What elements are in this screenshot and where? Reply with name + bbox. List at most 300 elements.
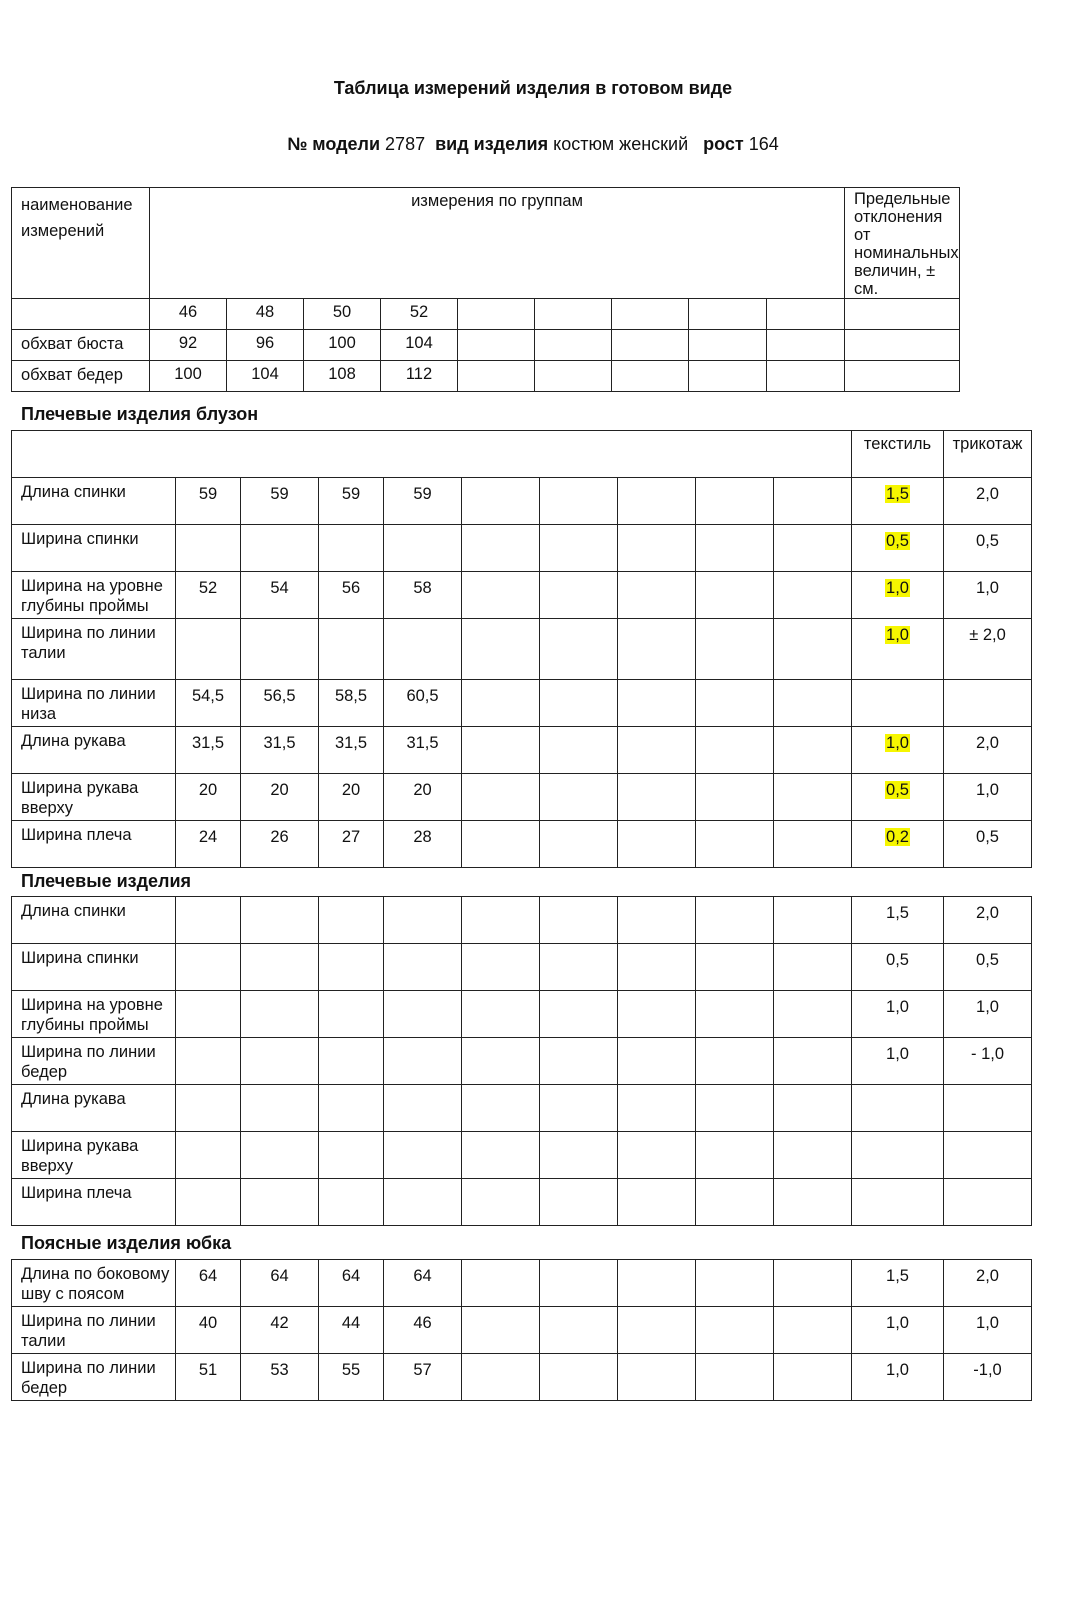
knit-tolerance-cell: 2,0 xyxy=(944,1260,1032,1307)
row-label xyxy=(12,897,176,944)
empty-cell xyxy=(540,774,618,821)
empty-cell xyxy=(774,897,852,944)
empty-cell xyxy=(696,944,774,991)
row-label-line: Ширина по линии xyxy=(21,1043,156,1061)
textile-tolerance-value: 1,0 xyxy=(886,1045,909,1063)
table-row xyxy=(12,727,1032,774)
empty-cell xyxy=(618,1260,696,1307)
height-value: 164 xyxy=(748,134,779,154)
knit-tolerance-cell: 0,5 xyxy=(944,525,1032,572)
textile-tolerance-cell xyxy=(852,991,944,1038)
empty-cell xyxy=(618,991,696,1038)
value-cell: 64 xyxy=(241,1260,319,1307)
row-label-line: Ширина на уровне xyxy=(21,577,163,595)
table-row xyxy=(12,1354,1032,1401)
section-title-shoulder: Плечевые изделия xyxy=(21,871,192,891)
textile-tolerance-value: 1,0 xyxy=(886,1314,909,1332)
empty-cell xyxy=(540,525,618,572)
empty-cell xyxy=(462,478,540,525)
knit-tolerance-cell: 1,0 xyxy=(944,774,1032,821)
row-label-line: глубины проймы xyxy=(21,597,149,615)
value-cell xyxy=(176,1132,241,1179)
empty-cell xyxy=(618,1038,696,1085)
header-measure-name xyxy=(12,188,150,299)
empty-cell xyxy=(774,1260,852,1307)
header-deviation-line: Предельные xyxy=(854,190,951,208)
empty-cell xyxy=(774,572,852,619)
row-label xyxy=(12,680,176,727)
value-cell xyxy=(384,1132,462,1179)
empty-cell xyxy=(462,1132,540,1179)
table-row xyxy=(12,1307,1032,1354)
empty-cell xyxy=(462,821,540,868)
value-cell xyxy=(176,525,241,572)
table-row xyxy=(12,1085,1032,1132)
row-label xyxy=(12,525,176,572)
value-cell: 53 xyxy=(241,1354,319,1401)
value-cell: 58,5 xyxy=(319,680,384,727)
table-row xyxy=(12,619,1032,680)
value-cell: 108 xyxy=(304,361,381,392)
value-cell: 24 xyxy=(176,821,241,868)
value-cell xyxy=(319,897,384,944)
value-cell: 51 xyxy=(176,1354,241,1401)
table-header-row xyxy=(12,431,1032,478)
sizes-row xyxy=(12,299,960,330)
value-cell: 55 xyxy=(319,1354,384,1401)
empty-cell xyxy=(774,1354,852,1401)
empty-cell xyxy=(540,727,618,774)
value-cell xyxy=(241,1132,319,1179)
header-knitwear: трикотаж xyxy=(944,431,1032,478)
textile-tolerance-value: 1,5 xyxy=(886,904,909,922)
empty-cell xyxy=(618,897,696,944)
row-label-line: Длина рукава xyxy=(21,1090,126,1108)
row-label-line: шву с поясом xyxy=(21,1285,125,1303)
textile-tolerance-cell xyxy=(852,572,944,619)
empty-cell xyxy=(540,572,618,619)
value-cell: 52 xyxy=(176,572,241,619)
knit-tolerance-cell: - 1,0 xyxy=(944,1038,1032,1085)
row-label: обхват бедер xyxy=(12,361,150,392)
row-label-line: Ширина спинки xyxy=(21,530,139,548)
value-cell: 20 xyxy=(319,774,384,821)
empty-cell xyxy=(462,897,540,944)
value-cell: 64 xyxy=(319,1260,384,1307)
value-cell xyxy=(241,1085,319,1132)
header-deviation-line: величин, ± см. xyxy=(854,262,936,298)
value-cell: 59 xyxy=(319,478,384,525)
textile-tolerance-cell xyxy=(852,727,944,774)
page-title: Таблица измерений изделия в готовом виде xyxy=(333,78,733,98)
value-cell: 20 xyxy=(384,774,462,821)
header-textile: текстиль xyxy=(852,431,944,478)
empty-cell xyxy=(696,1038,774,1085)
empty-cell xyxy=(774,478,852,525)
empty-cell xyxy=(696,1307,774,1354)
value-cell xyxy=(319,1038,384,1085)
row-label-line: талии xyxy=(21,644,66,662)
empty-cell xyxy=(618,727,696,774)
value-cell: 112 xyxy=(381,361,458,392)
row-label-line: Длина спинки xyxy=(21,483,126,501)
value-cell: 56,5 xyxy=(241,680,319,727)
value-cell xyxy=(241,991,319,1038)
textile-tolerance-value: 0,5 xyxy=(886,951,909,969)
value-cell xyxy=(241,1179,319,1226)
table-row xyxy=(12,774,1032,821)
empty-cell xyxy=(540,680,618,727)
row-label: обхват бюста xyxy=(12,330,150,361)
empty-cell xyxy=(774,1085,852,1132)
value-cell: 92 xyxy=(150,330,227,361)
textile-tolerance-cell xyxy=(852,1260,944,1307)
header-size-groups: измерения по группам xyxy=(150,188,845,299)
empty-cell xyxy=(462,1307,540,1354)
empty-cell xyxy=(774,1307,852,1354)
textile-tolerance-cell xyxy=(852,1038,944,1085)
value-cell: 100 xyxy=(304,330,381,361)
row-label-line: бедер xyxy=(21,1063,68,1081)
row-label-line: Ширина по линии низа xyxy=(21,685,156,723)
empty-cell xyxy=(618,774,696,821)
table-row xyxy=(12,330,960,361)
value-cell: 104 xyxy=(381,330,458,361)
empty-header-cell xyxy=(12,431,852,478)
row-label-line: Ширина плеча xyxy=(21,1184,132,1202)
header-deviation xyxy=(845,188,960,299)
value-cell xyxy=(384,944,462,991)
knit-tolerance-cell: 0,5 xyxy=(944,944,1032,991)
value-cell xyxy=(384,991,462,1038)
size-cell: 46 xyxy=(150,299,227,330)
table-row xyxy=(12,897,1032,944)
value-cell: 96 xyxy=(227,330,304,361)
empty-cell xyxy=(774,821,852,868)
table-row xyxy=(12,821,1032,868)
knit-tolerance-cell: 1,0 xyxy=(944,572,1032,619)
value-cell: 46 xyxy=(384,1307,462,1354)
row-label xyxy=(12,1354,176,1401)
knit-tolerance-cell xyxy=(944,1085,1032,1132)
value-cell: 59 xyxy=(241,478,319,525)
value-cell: 31,5 xyxy=(384,727,462,774)
value-cell xyxy=(241,525,319,572)
row-label-line: Ширина рукава вверху xyxy=(21,1137,139,1175)
empty-cell xyxy=(696,1354,774,1401)
value-cell xyxy=(319,525,384,572)
empty-cell xyxy=(618,1085,696,1132)
knit-tolerance-cell: 2,0 xyxy=(944,478,1032,525)
value-cell: 31,5 xyxy=(241,727,319,774)
empty-cell xyxy=(540,478,618,525)
value-cell xyxy=(384,897,462,944)
row-label xyxy=(12,991,176,1038)
empty-cell xyxy=(462,944,540,991)
value-cell xyxy=(176,1085,241,1132)
value-cell: 60,5 xyxy=(384,680,462,727)
value-cell xyxy=(384,525,462,572)
knit-tolerance-cell: 2,0 xyxy=(944,897,1032,944)
row-label xyxy=(12,1260,176,1307)
value-cell: 59 xyxy=(176,478,241,525)
empty-cell xyxy=(462,774,540,821)
textile-tolerance-value: 1,0 xyxy=(886,626,909,644)
empty-cell xyxy=(540,619,618,680)
value-cell: 64 xyxy=(384,1260,462,1307)
textile-tolerance-cell xyxy=(852,525,944,572)
value-cell: 28 xyxy=(384,821,462,868)
empty-cell xyxy=(540,944,618,991)
empty-cell xyxy=(696,619,774,680)
value-cell: 31,5 xyxy=(319,727,384,774)
value-cell: 100 xyxy=(150,361,227,392)
value-cell: 54,5 xyxy=(176,680,241,727)
knit-tolerance-cell xyxy=(944,1132,1032,1179)
row-label-line: Ширина рукава вверху xyxy=(21,779,139,817)
table-row xyxy=(12,944,1032,991)
knit-tolerance-cell: 1,0 xyxy=(944,991,1032,1038)
value-cell xyxy=(176,991,241,1038)
row-label-line: Ширина по линии xyxy=(21,624,156,642)
model-info-line xyxy=(0,134,1066,155)
empty-cell xyxy=(462,1038,540,1085)
row-label xyxy=(12,478,176,525)
knit-tolerance-cell: ± 2,0 xyxy=(944,619,1032,680)
row-label xyxy=(12,727,176,774)
row-label xyxy=(12,1085,176,1132)
empty-cell xyxy=(696,572,774,619)
empty-cell xyxy=(696,1179,774,1226)
model-label: № модели xyxy=(287,134,381,154)
value-cell xyxy=(176,619,241,680)
value-cell: 104 xyxy=(227,361,304,392)
empty-cell xyxy=(696,821,774,868)
row-label-line: Ширина спинки xyxy=(21,949,139,967)
row-label xyxy=(12,944,176,991)
textile-tolerance-value: 0,5 xyxy=(886,781,909,799)
height-label: рост xyxy=(703,134,744,154)
row-label xyxy=(12,572,176,619)
textile-tolerance-cell xyxy=(852,897,944,944)
textile-tolerance-value: 1,0 xyxy=(886,1361,909,1379)
value-cell xyxy=(319,1132,384,1179)
size-groups-table xyxy=(11,187,960,392)
value-cell xyxy=(319,991,384,1038)
empty-cell xyxy=(540,1307,618,1354)
textile-tolerance-cell xyxy=(852,821,944,868)
row-label-line: талии xyxy=(21,1332,66,1350)
empty-cell xyxy=(462,680,540,727)
textile-tolerance-value: 0,2 xyxy=(886,828,909,846)
value-cell: 54 xyxy=(241,572,319,619)
value-cell: 20 xyxy=(241,774,319,821)
textile-tolerance-value: 1,0 xyxy=(886,579,909,597)
knit-tolerance-cell: -1,0 xyxy=(944,1354,1032,1401)
table-row xyxy=(12,991,1032,1038)
knit-tolerance-cell: 0,5 xyxy=(944,821,1032,868)
value-cell: 31,5 xyxy=(176,727,241,774)
knit-tolerance-cell: 2,0 xyxy=(944,727,1032,774)
empty-cell xyxy=(618,680,696,727)
empty-cell xyxy=(462,1260,540,1307)
textile-tolerance-value: 1,5 xyxy=(886,1267,909,1285)
empty-cell xyxy=(696,897,774,944)
textile-tolerance-cell xyxy=(852,1307,944,1354)
value-cell xyxy=(384,1038,462,1085)
empty-cell xyxy=(696,774,774,821)
row-label-line: бедер xyxy=(21,1379,68,1397)
textile-tolerance-cell xyxy=(852,680,944,727)
empty-cell xyxy=(696,525,774,572)
empty-cell xyxy=(462,727,540,774)
row-label xyxy=(12,1038,176,1085)
value-cell xyxy=(241,1038,319,1085)
empty-cell xyxy=(774,1038,852,1085)
empty-cell xyxy=(696,991,774,1038)
empty-cell xyxy=(618,1132,696,1179)
knit-tolerance-cell xyxy=(944,1179,1032,1226)
empty-cell xyxy=(462,991,540,1038)
textile-tolerance-cell xyxy=(852,944,944,991)
empty-cell xyxy=(540,991,618,1038)
empty-cell xyxy=(618,821,696,868)
value-cell: 26 xyxy=(241,821,319,868)
textile-tolerance-value: 1,0 xyxy=(886,734,909,752)
table-row xyxy=(12,680,1032,727)
empty-cell xyxy=(774,1132,852,1179)
empty-cell xyxy=(540,1085,618,1132)
value-cell xyxy=(176,1179,241,1226)
blouson-table xyxy=(11,430,1032,868)
row-label xyxy=(12,619,176,680)
value-cell: 64 xyxy=(176,1260,241,1307)
empty-cell xyxy=(462,1179,540,1226)
model-value: 2787 xyxy=(385,134,426,154)
skirt-table xyxy=(11,1259,1032,1401)
row-label-line: Ширина по линии xyxy=(21,1312,156,1330)
empty-cell xyxy=(618,1307,696,1354)
empty-cell xyxy=(696,727,774,774)
row-label xyxy=(12,1132,176,1179)
empty-cell xyxy=(462,572,540,619)
textile-tolerance-cell xyxy=(852,1085,944,1132)
empty-cell xyxy=(540,821,618,868)
value-cell: 40 xyxy=(176,1307,241,1354)
header-deviation-line: номинальных xyxy=(854,244,959,262)
empty-cell xyxy=(540,897,618,944)
value-cell xyxy=(384,619,462,680)
empty-cell xyxy=(774,727,852,774)
table-row xyxy=(12,1132,1032,1179)
value-cell xyxy=(241,944,319,991)
empty-cell xyxy=(774,991,852,1038)
empty-cell xyxy=(540,1038,618,1085)
empty-cell xyxy=(12,299,150,330)
type-label: вид изделия xyxy=(435,134,549,154)
value-cell xyxy=(319,944,384,991)
table-row xyxy=(12,1179,1032,1226)
value-cell: 27 xyxy=(319,821,384,868)
empty-cell xyxy=(618,944,696,991)
row-label xyxy=(12,1179,176,1226)
empty-cell xyxy=(462,1085,540,1132)
header-name-line: наименование xyxy=(21,196,133,214)
value-cell xyxy=(176,1038,241,1085)
row-label-line: Длина по боковому xyxy=(21,1265,170,1283)
empty-cell xyxy=(696,1132,774,1179)
textile-tolerance-cell xyxy=(852,1179,944,1226)
empty-cell xyxy=(696,680,774,727)
value-cell xyxy=(241,897,319,944)
value-cell: 58 xyxy=(384,572,462,619)
value-cell xyxy=(384,1085,462,1132)
table-header-row xyxy=(12,188,960,299)
header-name-line: измерений xyxy=(21,222,105,240)
value-cell xyxy=(241,619,319,680)
value-cell: 59 xyxy=(384,478,462,525)
empty-cell xyxy=(618,1354,696,1401)
empty-cell xyxy=(618,478,696,525)
textile-tolerance-value: 1,0 xyxy=(886,998,909,1016)
shoulder-table xyxy=(11,896,1032,1226)
empty-cell xyxy=(462,525,540,572)
empty-cell xyxy=(774,680,852,727)
textile-tolerance-cell xyxy=(852,774,944,821)
row-label xyxy=(12,774,176,821)
textile-tolerance-cell xyxy=(852,478,944,525)
row-label-line: Длина рукава xyxy=(21,732,126,750)
section-title-blouson: Плечевые изделия блузон xyxy=(21,404,259,424)
value-cell xyxy=(176,944,241,991)
value-cell xyxy=(319,619,384,680)
empty-cell xyxy=(618,1179,696,1226)
table-row xyxy=(12,525,1032,572)
value-cell: 42 xyxy=(241,1307,319,1354)
empty-cell xyxy=(462,619,540,680)
row-label-line: Ширина плеча xyxy=(21,826,132,844)
table-row xyxy=(12,572,1032,619)
row-label xyxy=(12,1307,176,1354)
empty-cell xyxy=(540,1179,618,1226)
empty-cell xyxy=(774,619,852,680)
value-cell: 20 xyxy=(176,774,241,821)
textile-tolerance-cell xyxy=(852,1354,944,1401)
knit-tolerance-cell: 1,0 xyxy=(944,1307,1032,1354)
table-row xyxy=(12,361,960,392)
value-cell: 57 xyxy=(384,1354,462,1401)
empty-cell xyxy=(540,1260,618,1307)
section-title-skirt: Поясные изделия юбка xyxy=(21,1233,232,1253)
row-label-line: глубины проймы xyxy=(21,1016,149,1034)
type-value: костюм женский xyxy=(553,134,689,154)
row-label-line: Ширина на уровне xyxy=(21,996,163,1014)
empty-cell xyxy=(774,525,852,572)
size-cell: 52 xyxy=(381,299,458,330)
value-cell xyxy=(384,1179,462,1226)
empty-cell xyxy=(774,944,852,991)
empty-cell xyxy=(618,572,696,619)
empty-cell xyxy=(696,1085,774,1132)
size-cell: 48 xyxy=(227,299,304,330)
empty-cell xyxy=(774,1179,852,1226)
row-label-line: Ширина по линии xyxy=(21,1359,156,1377)
row-label-line: Длина спинки xyxy=(21,902,126,920)
empty-cell xyxy=(774,774,852,821)
knit-tolerance-cell xyxy=(944,680,1032,727)
empty-cell xyxy=(540,1132,618,1179)
empty-cell xyxy=(696,478,774,525)
